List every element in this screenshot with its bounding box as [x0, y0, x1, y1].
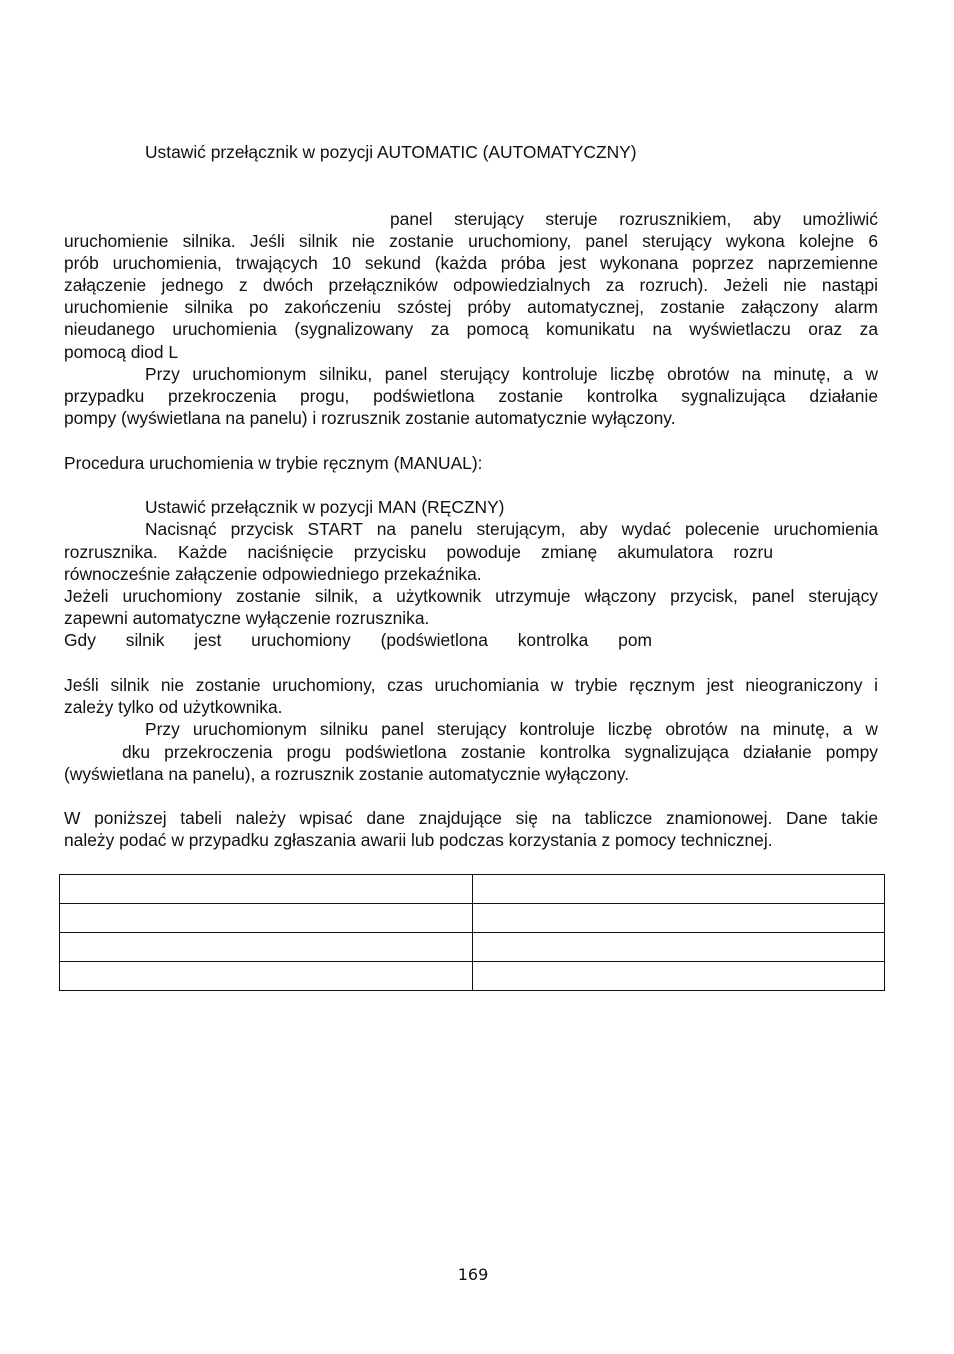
- manual-paragraph-4-line: Jeśli silnik nie zostanie uruchomiony, czas uruchomiania w trybie ręcznym jest nieograniczony i: [64, 675, 878, 695]
- auto-paragraph-2-line: przypadku przekroczenia progu, podświetlona zostanie kontrolka sygnalizująca działanie: [64, 386, 878, 406]
- table-row: [60, 875, 885, 904]
- manual-paragraph-2-line: Jeżeli uruchomiony zostanie silnik, a użytkownik utrzymuje włączony przycisk, panel sterujący: [64, 586, 878, 606]
- auto-paragraph-1-line: panel sterujący steruje rozrusznikiem, aby umożliwić: [390, 209, 878, 229]
- manual-paragraph-3-line: [64, 629, 652, 651]
- auto-step-1: Ustawić przełącznik w pozycji AUTOMATIC (AUTOMATYCZNY): [145, 142, 637, 162]
- manual-paragraph-5-line: dku przekroczenia progu podświetlona zostanie kontrolka sygnalizująca działanie pompy: [122, 742, 878, 762]
- auto-paragraph-1-line: pomocą diod L: [64, 342, 179, 362]
- table-row: [60, 962, 885, 991]
- manual-paragraph-1-line: równocześnie załączenie odpowiedniego przekaźnika.: [64, 564, 482, 584]
- manual-heading: Procedura uruchomienia w trybie ręcznym (MANUAL):: [64, 453, 483, 473]
- word: pom: [618, 630, 652, 650]
- table-cell: [472, 962, 885, 991]
- auto-paragraph-1-line: uruchomienie silnika. Jeśli silnik nie zostanie uruchomiony, panel sterujący wykona kolejne 6: [64, 231, 878, 251]
- auto-paragraph-1-line: uruchomienie silnika po zakończeniu szóstej próby automatycznej, zostanie załączony alarm: [64, 297, 878, 317]
- word: Gdy: [64, 630, 96, 650]
- manual-paragraph-1-line: rozrusznika. Każde naciśnięcie przycisku powoduje zmianę akumulatora rozru: [64, 542, 773, 562]
- nameplate-table: [59, 874, 885, 991]
- auto-paragraph-1-line: nieudanego uruchomienia (sygnalizowany za pomocą komunikatu na wyświetlaczu oraz za: [64, 319, 878, 339]
- nameplate-intro-line: należy podać w przypadku zgłaszania awarii lub podczas korzystania z pomocy technicznej.: [64, 830, 773, 850]
- manual-paragraph-1-line: Nacisnąć przycisk START na panelu sterującym, aby wydać polecenie uruchomienia: [145, 519, 878, 539]
- auto-paragraph-2-line: pompy (wyświetlana na panelu) i rozrusznik zostanie automatycznie wyłączony.: [64, 408, 676, 428]
- table-cell: [60, 933, 473, 962]
- table-cell: [60, 904, 473, 933]
- manual-paragraph-5-line: Przy uruchomionym silniku panel sterujący kontroluje liczbę obrotów na minutę, a w: [145, 719, 878, 739]
- manual-paragraph-4-line: zależy tylko od użytkownika.: [64, 697, 283, 717]
- table-cell: [60, 962, 473, 991]
- table-cell: [472, 904, 885, 933]
- word: silnik: [125, 630, 165, 650]
- word: (podświetlona: [380, 630, 488, 650]
- auto-paragraph-1-line: załączenie jednego z dwóch przełączników odpowiedzialnych za rozruch). Jeżeli nie nastąpi: [64, 275, 878, 295]
- manual-step-1: Ustawić przełącznik w pozycji MAN (RĘCZNY): [145, 497, 505, 517]
- page-number: 169: [457, 1265, 489, 1284]
- table-row: [60, 933, 885, 962]
- word: uruchomiony: [251, 630, 351, 650]
- word: jest: [194, 630, 222, 650]
- word: kontrolka: [517, 630, 589, 650]
- manual-paragraph-5-line: (wyświetlana na panelu), a rozrusznik zostanie automatycznie wyłączony.: [64, 764, 630, 784]
- auto-paragraph-2-line: Przy uruchomionym silniku, panel sterujący kontroluje liczbę obrotów na minutę, a w: [145, 364, 878, 384]
- table-cell: [472, 933, 885, 962]
- table-row: [60, 904, 885, 933]
- nameplate-intro-line: W poniższej tabeli należy wpisać dane znajdujące się na tabliczce znamionowej. Dane takie: [64, 808, 878, 828]
- table-cell: [60, 875, 473, 904]
- auto-paragraph-1-line: prób uruchomienia, trwających 10 sekund (każda próba jest wykonana poprzez naprzemienne: [64, 253, 878, 273]
- table-cell: [472, 875, 885, 904]
- manual-paragraph-2-line: zapewni automatyczne wyłączenie rozrusznika.: [64, 608, 430, 628]
